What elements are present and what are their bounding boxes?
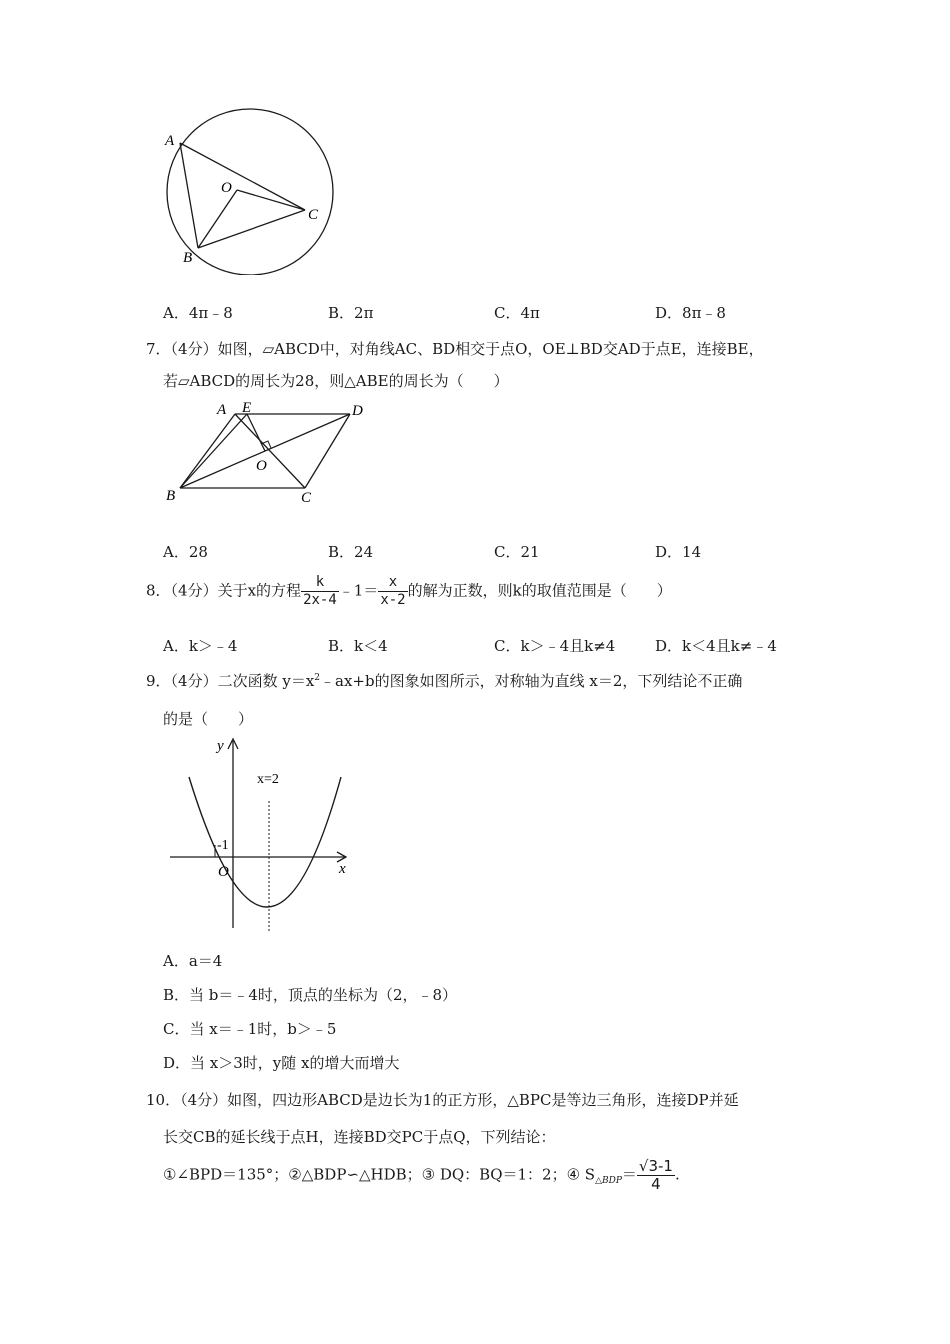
label-E: E [242,400,252,416]
q10-line2: 长交CB的延长线于点H，连接BD交PC于点Q，下列结论： [163,1128,556,1146]
q9-option-a: A．a＝4 [163,952,223,970]
parabola-graph [165,733,365,933]
q9-text-a: 二次函数 y＝x [217,672,315,690]
q7-score: （4分） [170,340,218,358]
q6-option-a: A．4π﹣8 [163,304,233,322]
label-O: O [221,180,232,196]
symmetry-label: x=2 [257,772,279,787]
origin-label: O [218,864,229,880]
q8-option-d: D．k＜4且k≠﹣4 [655,637,777,655]
neg-one-label: -1 [217,838,229,853]
q10-line3 [163,1158,680,1193]
q6-option-c: C．4π [494,304,540,322]
parabola-curve [189,777,341,907]
q7-line1 [146,338,764,359]
q8-score: （4分） [170,581,218,600]
label-O: O [256,458,267,474]
q9-option-b: B．当 b＝﹣4时，顶点的坐标为（2，﹣8） [163,986,458,1004]
q8-mid: ﹣1＝ [338,581,379,600]
q9-score: （4分） [170,672,218,690]
q8-lead: 关于x的方程 [217,581,302,600]
q8-frac1-num: k [301,574,339,592]
circle-figure [155,105,345,275]
q10-text-line1: 如图，四边形ABCD是边长为1的正方形，△BPC是等边三角形，连接DP并延 [227,1091,739,1109]
q10-end: . [674,1165,680,1184]
q10-fraction [637,1158,675,1193]
q8-tail: 的解为正数，则k的取值范围是（ ） [407,581,672,600]
x-axis-label: x [339,861,346,877]
label-D: D [352,403,363,419]
q8-fraction-1 [301,574,339,609]
q9-option-c: C．当 x＝﹣1时，b＞﹣5 [163,1020,337,1038]
q7-number: 7． [146,340,171,358]
q8-frac2-den: x-2 [380,592,406,608]
label-C: C [308,207,319,223]
q8-option-a: A．k＞﹣4 [163,637,238,655]
q9-text-b: ﹣ax+b的图象如图所示，对称轴为直线 x＝2，下列结论不正确 [320,672,743,690]
q10-number: 10． [146,1091,181,1109]
q7-text-line1: 如图，▱ABCD中，对角线AC、BD相交于点O，OE⊥BD交AD于点E，连接BE， [217,340,764,358]
q6-option-d: D．8π﹣8 [655,304,726,322]
q8-frac1-den: 2x-4 [303,592,337,608]
label-A: A [217,402,227,418]
q10-text-a: ①∠BPD＝135°；②△BDP∽△HDB；③ DQ：BQ＝1：2；④ S [163,1165,596,1184]
q8-frac2-num: x [378,574,407,592]
q10-frac-num: √3-1 [638,1157,673,1175]
q6-option-b: B．2π [328,304,374,322]
y-axis-label: y [217,738,224,754]
q7-option-a: A．28 [163,543,208,561]
parallelogram-figure [160,398,380,508]
q10-score: （4分） [180,1091,228,1109]
label-B: B [183,250,193,266]
q7-option-b: B．24 [328,543,374,561]
q8-option-b: B．k＜4 [328,637,388,655]
label-B: B [166,488,176,504]
q10-eq: ＝ [621,1165,637,1184]
q7-option-c: C．21 [494,543,540,561]
q7-option-d: D．14 [655,543,702,561]
q8-option-c: C．k＞﹣4且k≠4 [494,637,616,655]
q10-line1 [146,1089,739,1110]
q9-sup: 2 [314,673,321,683]
q8-fraction-2 [378,574,407,609]
q9-number: 9． [146,672,171,690]
label-A: A [165,133,175,149]
q9-line1 [146,670,742,691]
q9-option-d: D．当 x＞3时，y随 x的增大而增大 [163,1054,400,1072]
q7-line2: 若▱ABCD的周长为28，则△ABE的周长为（ ） [163,372,509,390]
q8-number: 8． [146,581,171,600]
q8-line [146,574,672,609]
q10-sub: △BDP [595,1175,622,1186]
q10-frac-den: 4 [651,1175,661,1193]
q9-line2: 的是（ ） [163,710,254,728]
label-C: C [301,490,312,506]
